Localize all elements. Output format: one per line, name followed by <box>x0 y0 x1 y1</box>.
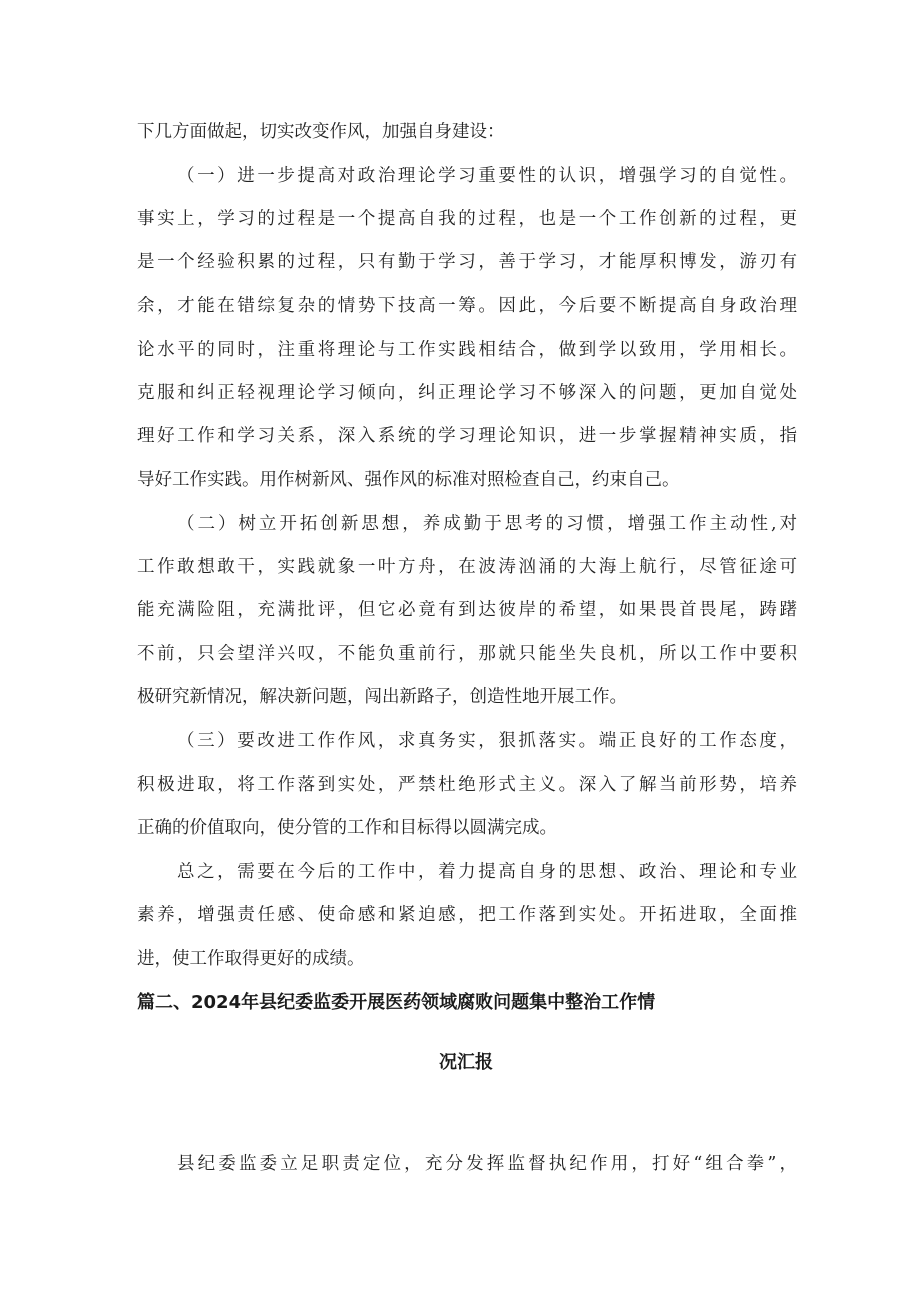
text-line: （三）要改进工作作风，求真务实，狠抓落实。端正良好的工作态度， <box>177 731 797 751</box>
text-line: 总之，需要在今后的工作中，着力提高自身的思想、政治、理论和专业 <box>177 862 797 882</box>
text-line: 县纪委监委立足职责定位，充分发挥监督执纪作用，打好“组合拳”， <box>177 1154 797 1174</box>
text-line: 克服和纠正轻视理论学习倾向，纠正理论学习不够深入的问题，更加自觉处 <box>137 383 797 403</box>
text-line: 理好工作和学习关系，深入系统的学习理论知识，进一步掌握精神实质，指 <box>137 426 797 446</box>
section-heading: 篇二、2024年县纪委监委开展医药领域腐败问题集中整治工作情 <box>137 992 656 1013</box>
text-line: 余，才能在错综复杂的情势下技高一筹。因此，今后要不断提高自身政治理 <box>137 296 797 316</box>
text-line: 进，使工作取得更好的成绩。 <box>137 949 365 969</box>
text-line: 事实上，学习的过程是一个提高自我的过程，也是一个工作创新的过程，更 <box>137 209 797 229</box>
text-line: 下几方面做起，切实改变作风，加强自身建设： <box>137 122 505 142</box>
text-line: 导好工作实践。用作树新风、强作风的标准对照检查自己，约束自己。 <box>137 470 680 490</box>
text-line: 积极进取，将工作落到实处，严禁杜绝形式主义。深入了解当前形势，培养 <box>137 775 797 795</box>
text-line: 工作敢想敢干，实践就象一叶方舟，在波涛汹涌的大海上航行，尽管征途可 <box>137 557 797 577</box>
text-line: 极研究新情况，解决新问题，闯出新路子，创造性地开展工作。 <box>137 687 627 707</box>
text-line: 素养，增强责任感、使命感和紧迫感，把工作落到实处。开拓进取，全面推 <box>137 905 797 925</box>
text-line: （二）树立开拓创新思想，养成勤于思考的习惯，增强工作主动性,对 <box>177 514 797 534</box>
text-line: 是一个经验积累的过程，只有勤于学习，善于学习，才能厚积博发，游刃有 <box>137 252 797 272</box>
text-line: 不前，只会望洋兴叹，不能负重前行，那就只能坐失良机，所以工作中要积 <box>137 644 797 664</box>
text-line: （一）进一步提高对政治理论学习重要性的认识，增强学习的自觉性。 <box>177 166 797 186</box>
text-line: 正确的价值取向，使分管的工作和目标得以圆满完成。 <box>137 818 557 838</box>
text-line: 论水平的同时，注重将理论与工作实践相结合，做到学以致用，学用相长。 <box>137 340 797 360</box>
section-heading-continuation: 况汇报 <box>439 1052 493 1073</box>
text-line: 能充满险阻，充满批评，但它必竟有到达彼岸的希望，如果畏首畏尾，踌躇 <box>137 600 797 620</box>
